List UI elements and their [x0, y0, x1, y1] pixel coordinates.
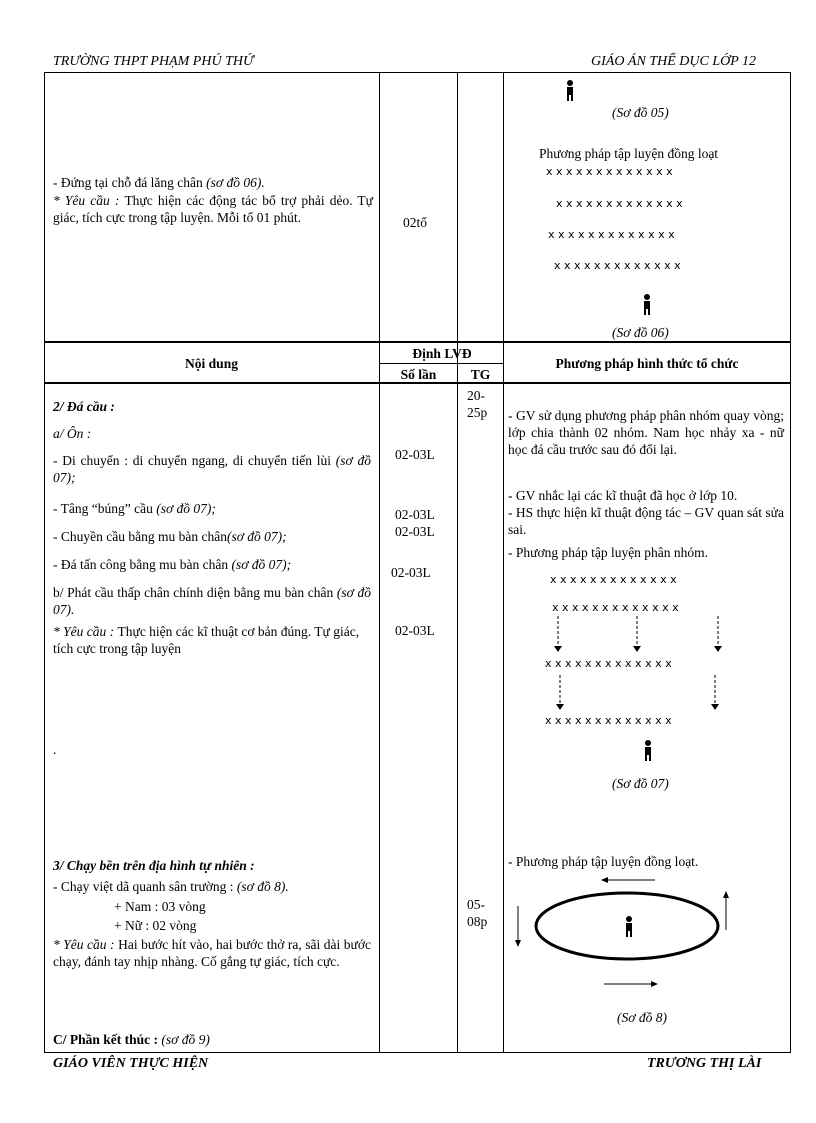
- exercise-item: - Đá tấn công bằng mu bàn chân (sơ đồ 07);: [53, 557, 292, 572]
- footer-teacher-name: TRƯƠNG THỊ LÀI: [647, 1056, 762, 1071]
- section-3-time: 05-08p: [467, 897, 488, 929]
- subject-title: GIÁO ÁN THỂ DỤC LỚP 12: [591, 54, 757, 69]
- formation-row: x x x x x x x x x x x x x: [554, 259, 681, 272]
- male-laps: + Nam : 03 vòng: [114, 899, 206, 914]
- exercise-item: - Di chuyển : di chuyển ngang, di chuyển tiến lùi (sơ đồ 07);: [53, 453, 371, 485]
- section-3-title: 3/ Chạy bền trên địa hình tự nhiên :: [53, 858, 255, 873]
- header-dinh-luong: Định LVĐ: [412, 346, 472, 361]
- teacher-icon: [641, 294, 653, 316]
- header-so-lan: Số lần: [400, 367, 437, 382]
- method-paragraph: - GV sử dụng phương pháp phân nhóm quay vòng; lớp chia thành 02 nhóm. Nam học nhảy xa - nữ học đá cầu trước sau đó đổi lại.: [508, 408, 784, 457]
- dinh-luong-split-rule: [380, 363, 504, 364]
- method-title-top: Phương pháp tập luyện đồng loạt: [539, 146, 719, 161]
- stray-dot: .: [53, 742, 57, 757]
- method-run: - Phương pháp tập luyện đồng loạt.: [508, 854, 699, 869]
- diagram-07-caption: (Sơ đồ 07): [612, 776, 669, 791]
- top-quantity: 02tổ: [403, 215, 428, 230]
- quantity-cell: 02-03L: [391, 565, 431, 580]
- table-header-top-rule: [44, 341, 791, 343]
- formation-row: x x x x x x x x x x x x x: [556, 197, 683, 210]
- school-name: TRƯỜNG THPT PHẠM PHÚ THỨ: [53, 54, 254, 69]
- section-2-time: 20-25p: [467, 388, 488, 420]
- quantity-cell: 02-03L: [395, 623, 435, 638]
- diagram-06-caption: (Sơ đồ 06): [612, 325, 669, 340]
- quantity-cell: 02-03L: [395, 447, 435, 462]
- formation-row: x x x x x x x x x x x x x: [548, 228, 675, 241]
- section-2-requirement: * Yêu cầu : Thực hiện các kĩ thuật cơ bản đúng. Tự giác, tích cực trong tập luyện: [53, 624, 360, 656]
- exercise-item: - Tâng “búng” cầu (sơ đồ 07);: [53, 501, 216, 516]
- table-bottom-rule: [44, 1052, 791, 1053]
- method-paragraph: - Phương pháp tập luyện phân nhóm.: [508, 545, 709, 560]
- method-paragraph: - HS thực hiện kĩ thuật động tác – GV quan sát sửa sai.: [508, 505, 784, 537]
- col-divider-3: [503, 72, 504, 1053]
- student-icon: [623, 916, 635, 938]
- quantity-cell: 02-03L: [395, 507, 435, 522]
- formation-row: x x x x x x x x x x x x x: [545, 714, 672, 727]
- teacher-icon: [642, 740, 654, 762]
- female-laps: + Nữ : 02 vòng: [114, 918, 197, 933]
- formation-row: x x x x x x x x x x x x x: [552, 601, 679, 614]
- section-2-title: 2/ Đá cầu :: [53, 399, 115, 414]
- col-divider-1: [379, 72, 380, 1053]
- formation-row: x x x x x x x x x x x x x: [550, 573, 677, 586]
- col-divider-2: [457, 72, 458, 1053]
- cross-country-run: - Chạy việt dã quanh sân trường : (sơ đồ 8).: [53, 879, 289, 894]
- top-requirement: * Yêu cầu : Thực hiện các động tác bổ trợ phải dẻo. Tự giác, tích cực trong tập luyện. Mỗi tổ 01 phút.: [53, 193, 373, 225]
- exercise-item: - Chuyền cầu bằng mu bàn chân(sơ đồ 07);: [53, 529, 287, 544]
- header-method: Phương pháp hình thức tổ chức: [555, 356, 739, 371]
- formation-row: x x x x x x x x x x x x x: [546, 165, 673, 178]
- diagram-8-caption: (Sơ đồ 8): [617, 1010, 667, 1025]
- stretch-exercise: - Đứng tại chỗ đá lăng chân (sơ đồ 06).: [53, 175, 265, 190]
- section-c-title: C/ Phần kết thúc : (sơ đồ 9): [53, 1032, 210, 1047]
- section-3-requirement: * Yêu cầu : Hai bước hít vào, hai bước thở ra, sãi dài bước chạy, đánh tay nhịp nhàng. Cố gắng tự giác, tích cực.: [53, 937, 371, 969]
- quantity-cell: 02-03L: [395, 524, 435, 539]
- table-right-border: [790, 72, 791, 1053]
- footer-teacher-label: GIÁO VIÊN THỰC HIỆN: [53, 1056, 209, 1071]
- formation-row: x x x x x x x x x x x x x: [545, 657, 672, 670]
- diagram-05-caption: (Sơ đồ 05): [612, 105, 669, 120]
- header-content: Nội dung: [185, 356, 238, 371]
- section-2b: b/ Phát cầu thấp chân chính diện bằng mu bàn chân (sơ đồ 07).: [53, 585, 371, 617]
- teacher-icon: [564, 80, 576, 102]
- table-left-border: [44, 72, 45, 1053]
- section-2a-title: a/ Ôn :: [53, 426, 92, 441]
- method-paragraph: - GV nhắc lại các kĩ thuật đã học ở lớp 10.: [508, 488, 738, 503]
- header-tg: TG: [470, 367, 491, 382]
- header-rule: [44, 72, 791, 73]
